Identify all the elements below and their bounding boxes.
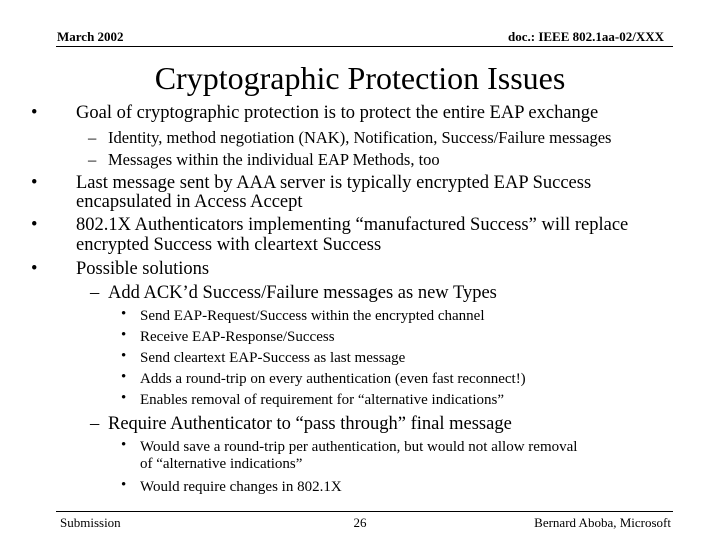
bullet-authenticators-line2: encrypted Success with cleartext Success	[76, 235, 382, 255]
bullet-dot-icon: •	[121, 390, 127, 406]
bullet-authenticators-line1: 802.1X Authenticators implementing “manufactured Success” will replace	[76, 215, 629, 235]
slide-title: Cryptographic Protection Issues	[154, 60, 566, 96]
dash-icon: –	[90, 414, 100, 434]
header-date: March 2002	[57, 29, 124, 44]
bullet-dot-icon: •	[31, 173, 38, 193]
bullet-dot-icon: •	[121, 327, 127, 343]
footer-submission: Submission	[60, 515, 121, 530]
dash-icon: –	[88, 128, 97, 147]
bullet-dot-icon: •	[121, 348, 127, 364]
bullet-dot-icon: •	[31, 259, 38, 279]
header-doc-id: doc.: IEEE 802.1aa-02/XXX	[507, 29, 664, 44]
bullet-last-message-line2: encapsulated in Access Accept	[76, 192, 303, 212]
pass-item-round-trip-line2: of “alternative indications”	[140, 456, 303, 472]
sub-bullet-methods: Messages within the individual EAP Methods, too	[108, 150, 440, 169]
dash-icon: –	[90, 283, 100, 303]
header-rule	[56, 46, 673, 47]
footer-author: Bernard Aboba, Microsoft	[534, 515, 671, 530]
bullet-dot-icon: •	[31, 215, 38, 235]
bullet-dot-icon: •	[121, 477, 127, 493]
bullet-dot-icon: •	[121, 306, 127, 322]
pass-item-changes: Would require changes in 802.1X	[140, 479, 342, 495]
bullet-possible-solutions: Possible solutions	[76, 259, 210, 279]
ack-item-enables-removal: Enables removal of requirement for “alternative indications”	[140, 392, 505, 408]
solution-pass-through: Require Authenticator to “pass through” final message	[108, 414, 512, 434]
ack-item-send-request: Send EAP-Request/Success within the encrypted channel	[140, 308, 485, 324]
bullet-dot-icon: •	[31, 103, 38, 123]
bullet-last-message-line1: Last message sent by AAA server is typically encrypted EAP Success	[76, 173, 592, 193]
footer-page-number: 26	[353, 515, 367, 530]
ack-item-receive-response: Receive EAP-Response/Success	[140, 329, 335, 345]
dash-icon: –	[88, 150, 97, 169]
footer-rule	[56, 511, 673, 512]
ack-item-round-trip: Adds a round-trip on every authentication (even fast reconnect!)	[140, 371, 526, 387]
bullet-dot-icon: •	[121, 437, 127, 453]
bullet-dot-icon: •	[121, 369, 127, 385]
solution-ack-messages: Add ACK’d Success/Failure messages as new Types	[108, 283, 497, 303]
bullet-goal: Goal of cryptographic protection is to protect the entire EAP exchange	[76, 103, 599, 123]
ack-item-send-cleartext: Send cleartext EAP-Success as last message	[140, 350, 406, 366]
sub-bullet-identity: Identity, method negotiation (NAK), Notification, Success/Failure messages	[108, 128, 612, 147]
pass-item-round-trip-line1: Would save a round-trip per authentication, but would not allow removal	[140, 439, 578, 455]
